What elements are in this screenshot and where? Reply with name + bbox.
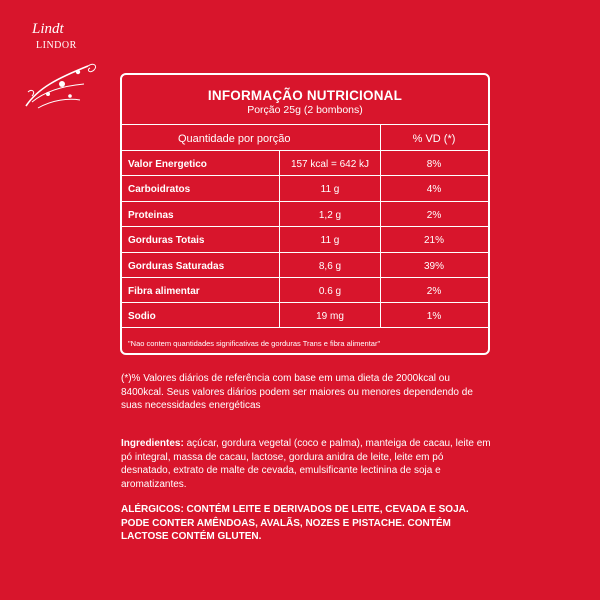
divider: [122, 327, 488, 328]
divider: [122, 150, 488, 151]
table-title: INFORMAÇÃO NUTRICIONAL: [207, 88, 403, 103]
row-quantity: 1,2 g: [318, 210, 342, 221]
row-quantity: 19 mg: [316, 311, 344, 322]
row-vd: 21%: [423, 235, 444, 246]
row-vd: 2%: [426, 286, 442, 297]
row-label: Gorduras Totais: [128, 235, 205, 246]
swirl-ornament-icon: [18, 44, 108, 114]
divider: [122, 124, 488, 125]
row-quantity: 0.6 g: [318, 286, 342, 297]
footnote: (*)% Valores diários de referência com base em uma dieta de 2000kcal ou 8400kcal. Seus valores diários podem ser maiores ou menores dependendo de suas necessidades energéticas: [121, 373, 473, 411]
divider: [122, 252, 488, 253]
table-note: "Nao contem quantidades significativas de gorduras Trans e fibra alimentar": [128, 339, 381, 348]
row-label: Valor Energetico: [128, 159, 207, 170]
divider: [122, 226, 488, 227]
divider: [122, 277, 488, 278]
lindt-lindor-logo: [18, 14, 108, 104]
row-quantity: 8,6 g: [318, 261, 342, 272]
brand-name: Lindt: [32, 21, 64, 37]
row-quantity: 157 kcal = 642 kJ: [290, 159, 370, 170]
row-vd: 2%: [426, 210, 442, 221]
header-quantity: Quantidade por porção: [178, 133, 291, 145]
row-vd: 8%: [426, 159, 442, 170]
serving-size: Porção 25g (2 bombons): [247, 104, 363, 116]
allergens: ALÉRGICOS: CONTÉM LEITE E DERIVADOS DE LEITE, CEVADA E SOJA. PODE CONTER AMÊNDOAS, AVALÃS, NOZES E PISTACHE. CONTÉM LACTOSE CONTÉM GLUTEN.: [121, 504, 469, 542]
row-label: Carboidratos: [128, 184, 191, 195]
divider: [122, 302, 488, 303]
row-quantity: 11 g: [320, 235, 340, 246]
product-name: LINDOR: [36, 40, 77, 51]
row-label: Gorduras Saturadas: [128, 261, 225, 272]
nutrition-table: [120, 73, 490, 355]
row-vd: 4%: [426, 184, 442, 195]
row-label: Proteinas: [128, 210, 174, 221]
ingredients: [121, 437, 491, 491]
row-quantity: 11 g: [320, 184, 340, 195]
divider: [122, 201, 488, 202]
divider: [122, 175, 488, 176]
ingredients-text: açúcar, gordura vegetal (coco e palma), manteiga de cacau, leite em pó integral, massa de cacau, lactose, gordura anidra de leite, leite em pó desnatado, extrato de malte de cevada, emulsificante lectinina de soja e aromatizantes.: [121, 438, 491, 490]
ingredients-label: Ingredientes:: [121, 438, 184, 449]
header-vd: % VD (*): [412, 133, 456, 145]
row-vd: 39%: [423, 261, 444, 272]
row-label: Fibra alimentar: [128, 286, 200, 297]
row-label: Sodio: [128, 311, 156, 322]
row-vd: 1%: [426, 311, 442, 322]
